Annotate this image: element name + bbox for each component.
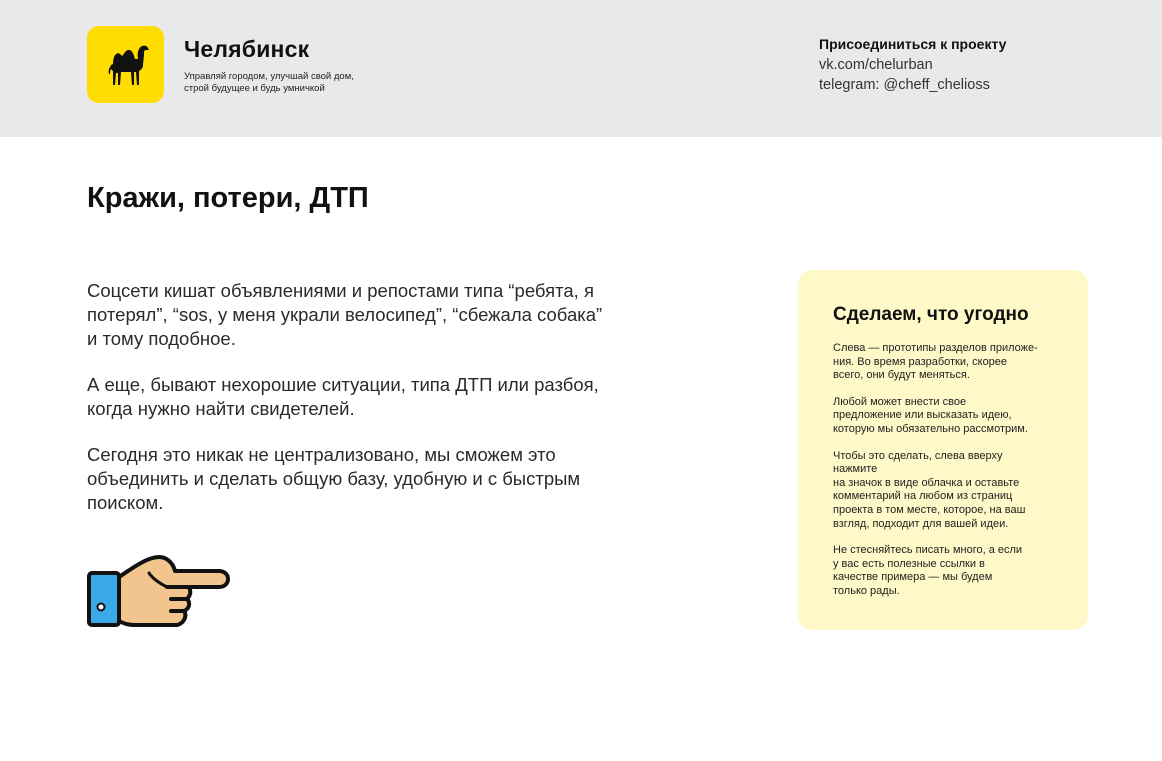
camel-icon xyxy=(99,38,152,91)
info-card xyxy=(798,270,1088,630)
pointing-hand-icon xyxy=(87,553,231,634)
join-project-title: Присоединиться к проекту xyxy=(819,36,1007,52)
card-paragraph: Чтобы это сделать, слева вверху нажмите на значок в виде облачка и оставьте комментарий на любом из страниц проекта в том месте, которое, на ваш взгляд, подходит для вашей идеи. xyxy=(833,449,1026,530)
description-paragraph: А еще, бывают нехорошие ситуации, типа ДТП или разбоя, когда нужно найти свидетелей. xyxy=(87,374,599,419)
card-title: Сделаем, что угодно xyxy=(833,304,1029,325)
card-paragraph: Слева — прототипы разделов приложе- ния. Во время разработки, скорее всего, они будут меняться. xyxy=(833,342,1038,382)
brand-logo[interactable] xyxy=(87,26,164,103)
description xyxy=(87,279,647,537)
header xyxy=(0,0,1162,137)
card-body xyxy=(833,342,1063,612)
telegram-link[interactable]: telegram: @cheff_chelioss xyxy=(819,77,990,93)
description-paragraph: Сегодня это никак не централизовано, мы сможем это объединить и сделать общую базу, удобную и с быстрым поиском. xyxy=(87,444,581,513)
card-paragraph: Любой может внести свое предложение или высказать идею, которую мы обязательно рассмотрим. xyxy=(833,395,1028,435)
vk-link[interactable]: vk.com/chelurban xyxy=(819,57,933,73)
brand-tagline: Управляй городом, улучшай свой дом, строй будущее и будь умничкой xyxy=(184,71,354,94)
brand-title: Челябинск xyxy=(184,36,310,62)
card-paragraph: Не стесняйтесь писать много, а если у вас есть полезные ссылки в качестве примера — мы будем только рады. xyxy=(833,544,1023,597)
page-title: Кражи, потери, ДТП xyxy=(87,182,369,214)
description-paragraph: Соцсети кишат объявлениями и репостами типа “ребята, я потерял”, “sos, у меня украли велосипед”, “сбежала собака” и тому подобное. xyxy=(87,280,603,349)
